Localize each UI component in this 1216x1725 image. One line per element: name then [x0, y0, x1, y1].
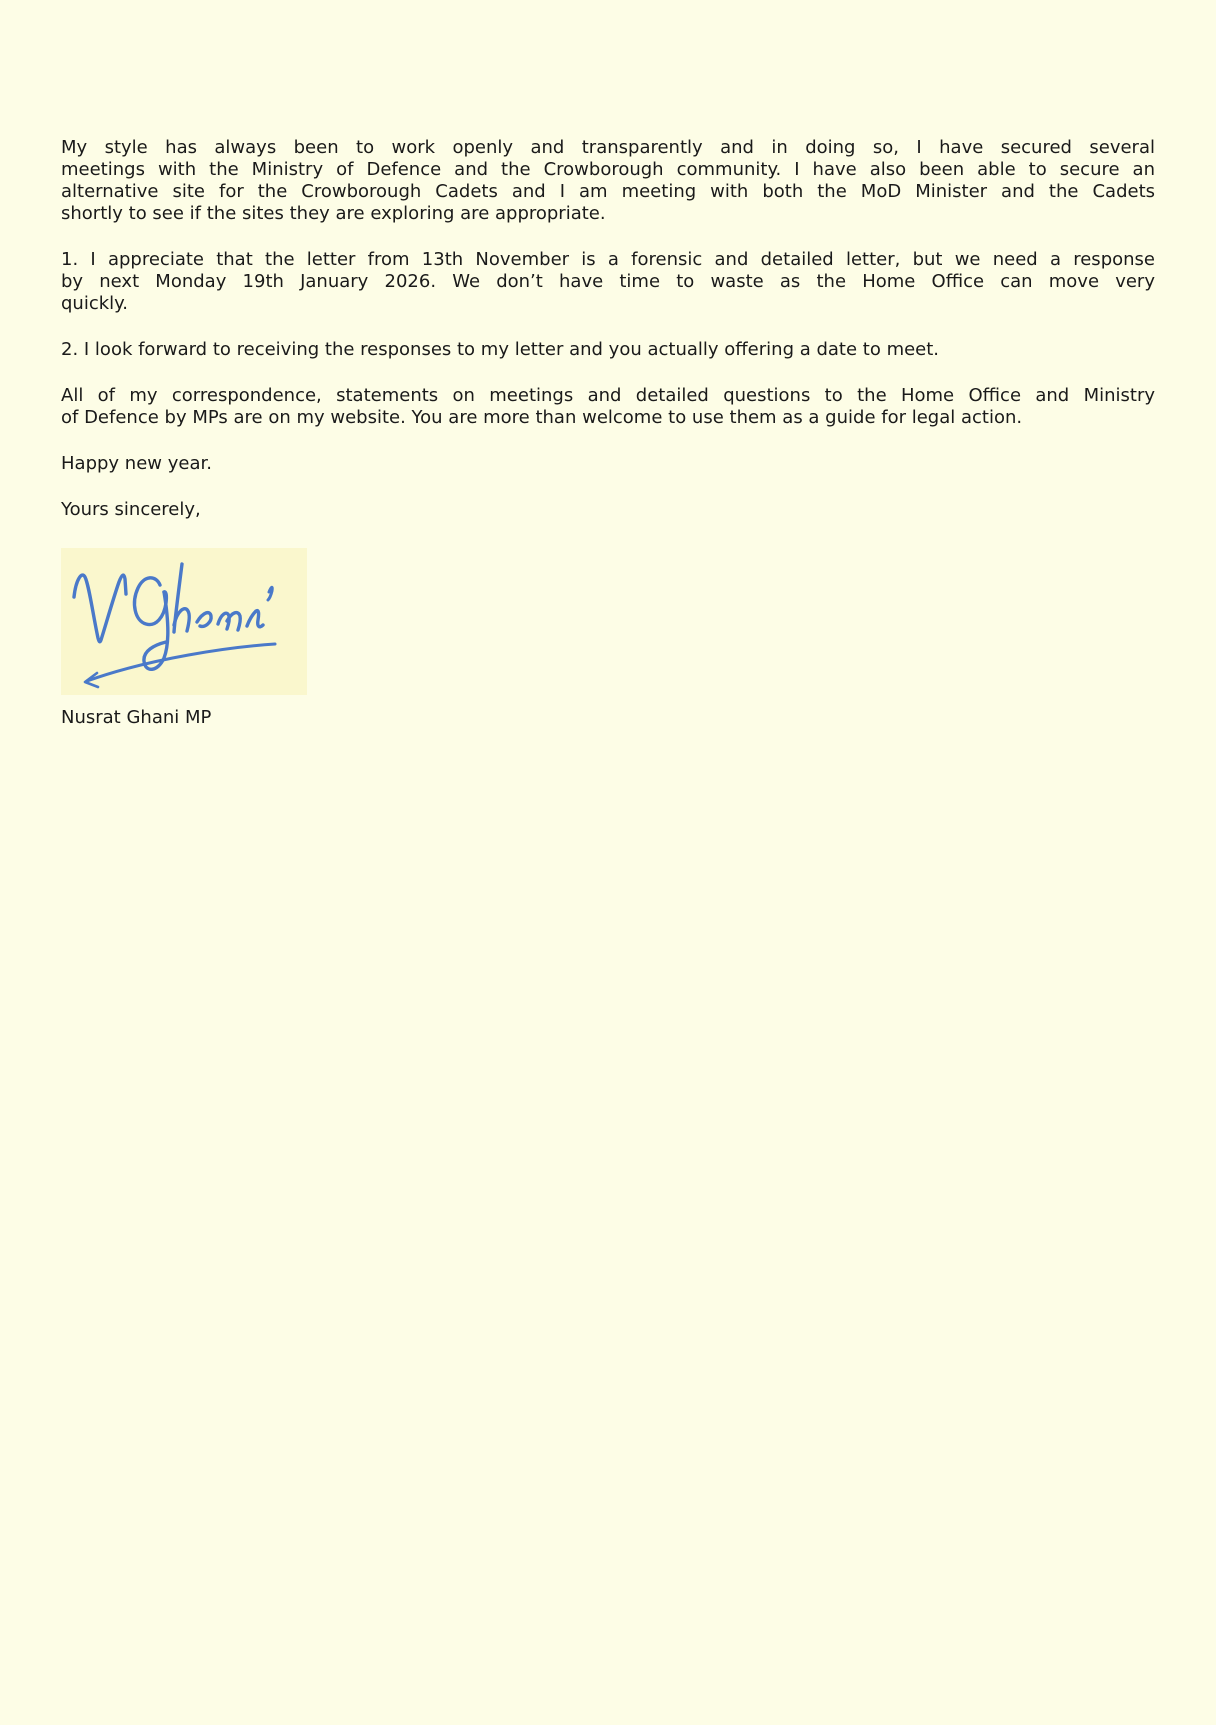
paragraph-valediction — [61, 499, 1155, 521]
paragraph-point-1 — [61, 249, 1155, 315]
text-line: 1. I appreciate that the letter from 13th November is a forensic and detailed letter, but we need a response — [61, 249, 1155, 270]
text-line: quickly. — [61, 293, 128, 314]
text-line: by next Monday 19th January 2026. We don’t have time to waste as the Home Office can move very — [61, 271, 1155, 292]
signature — [61, 548, 307, 695]
text-line: of Defence by MPs are on my website. You are more than welcome to use them as a guide for legal action. — [61, 407, 1023, 428]
paragraph-website — [61, 385, 1155, 429]
text-line: shortly to see if the sites they are exploring are appropriate. — [61, 203, 606, 224]
text-line: meetings with the Ministry of Defence and the Crowborough community. I have also been able to secure an — [61, 159, 1155, 180]
text-line: Happy new year. — [61, 453, 212, 474]
paragraph-point-2 — [61, 339, 1155, 361]
letter-body — [61, 137, 1155, 729]
text-line: alternative site for the Crowborough Cadets and I am meeting with both the MoD Minister and the Cadets — [61, 181, 1155, 202]
paragraph-opening — [61, 137, 1155, 225]
text-line: My style has always been to work openly and transparently and in doing so, I have secured several — [61, 137, 1155, 158]
text-line: 2. I look forward to receiving the responses to my letter and you actually offering a date to meet. — [61, 339, 940, 360]
text-line: Yours sincerely, — [61, 499, 201, 520]
text-line: All of my correspondence, statements on meetings and detailed questions to the Home Office and Ministry — [61, 385, 1155, 406]
paragraph-greeting — [61, 453, 1155, 475]
signature-image — [61, 548, 307, 695]
signoff-name: Nusrat Ghani MP — [61, 707, 212, 728]
